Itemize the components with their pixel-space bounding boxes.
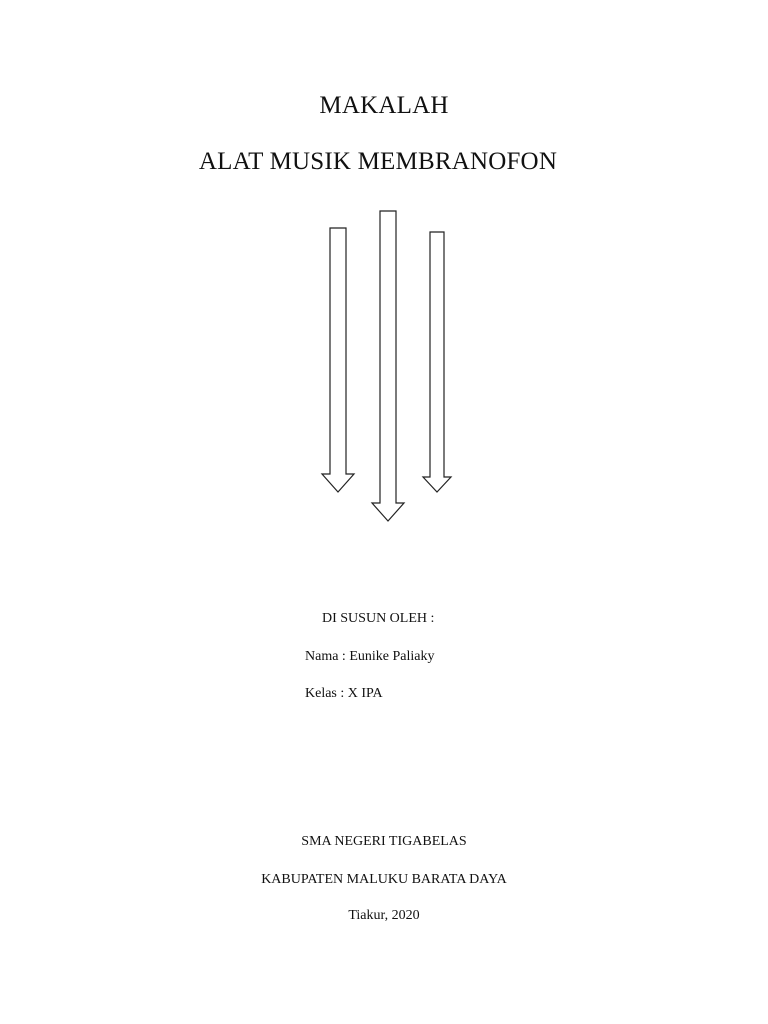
author-label: DI SUSUN OLEH : [322, 611, 435, 626]
author-class: Kelas : X IPA [305, 686, 383, 701]
school-name: SMA NEGERI TIGABELAS [301, 834, 467, 849]
arrow-down-icon [322, 228, 354, 492]
document-title: MAKALAH [319, 92, 449, 119]
arrow-down-icon [372, 211, 404, 521]
document-subtitle: ALAT MUSIK MEMBRANOFON [198, 148, 558, 175]
author-name: Nama : Eunike Paliaky [305, 649, 435, 664]
regency-name: KABUPATEN MALUKU BARATA DAYA [261, 872, 507, 887]
arrow-down-icon [423, 232, 451, 492]
place-date: Tiakur, 2020 [348, 908, 420, 923]
